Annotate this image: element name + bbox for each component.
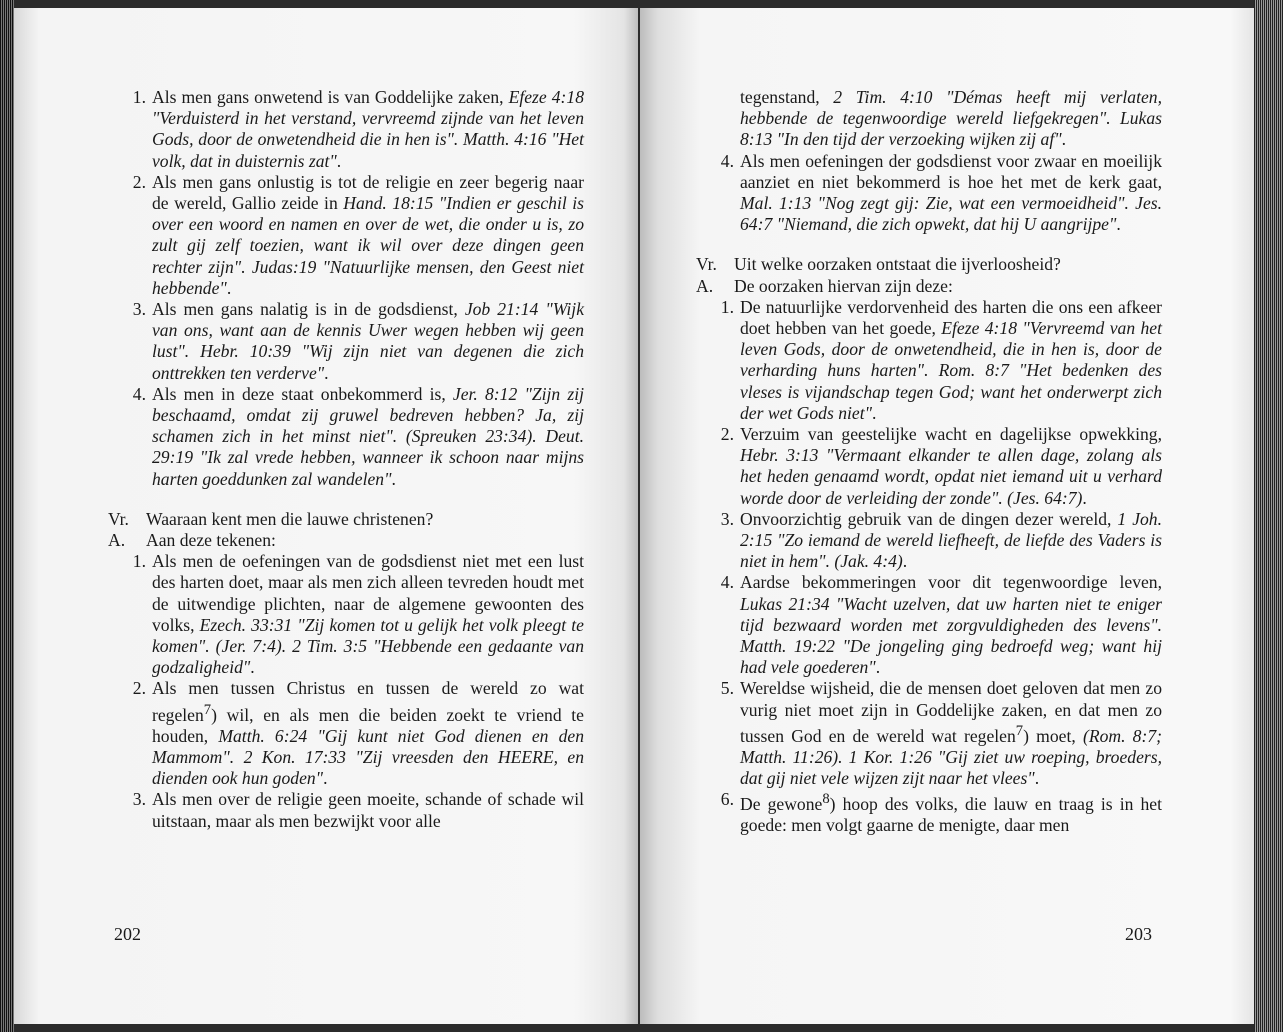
left-answer [108,530,584,551]
left-question [108,509,584,530]
item-number: 3. [132,299,146,320]
item-text: Verzuim van geestelijke wacht en dagelijkse opwekking, Hebr. 3:13 "Vermaant elkander te allen dage, zolang als het heden genaamd wordt, opdat niet iemand uit u verhard worde door de verleiding der zonde". (Jes. 64:7). [740,424,1162,508]
right-question [696,254,1162,275]
page-edges-left [0,0,14,1032]
item-number: 3. [132,789,146,810]
list-item [696,678,1162,789]
item-text: Als men gans onwetend is van Goddelijke zaken, Efeze 4:18 "Verduisterd in het verstand, vervreemd zijnde van het leven Gods, door de onwetendheid die in hen is". Matth. 4:16 "Het volk, dat in duisternis zat". [152,87,584,171]
item-number: 4. [132,383,146,404]
question-text: Uit welke oorzaken ontstaat die ijverloosheid? [734,254,1061,275]
question-label: Vr. [696,254,717,275]
item-text: Als men tussen Christus en tussen de wereld zo wat regelen$^7$) wil, en als men die beiden zoekt te vriend te houden, Matth. 6:24 "Gij kunt niet God dienen en den Mammom". 2 Kon. 17:33 "Zij vreesden den HEERE, en dienden ook hun goden". [152,678,585,789]
page-number-right: 203 [1125,924,1152,944]
item-text: De natuurlijke verdorvenheid des harten die ons een afkeer doet hebben van het goede, Efeze 4:18 "Vervreemd van het leven Gods, door de onwetendheid, die in hen is, door de verharding huns harten". Rom. 8:7 "Het bedenken des vleses is vijandschap tegen God; want het onderwerpt zich der wet Gods niet". [740,296,1162,423]
item-text: Als men gans nalatig is in de godsdienst, Job 21:14 "Wijk van ons, want aan de kennis Uwer wegen hebben wij geen lust". Hebr. 10:39 "Wij zijn niet van degenen die zich onttrekken ten verderve". [152,299,585,383]
list-item [696,424,1162,509]
item-number: 2. [720,424,734,445]
list-item [108,789,584,831]
item-number: 2. [132,171,146,192]
list-item [696,572,1162,678]
right-list-b [696,297,1162,837]
answer-label: A. [696,275,714,296]
question-text: Waaraan kent men die lauwe christenen? [146,508,434,529]
item-text: Als men over de religie geen moeite, schande of schade wil uitstaan, maar als men bezwijkt voor alle [152,789,584,831]
item-number: 3. [720,508,734,529]
item-text: Als men oefeningen der godsdienst voor zwaar en moeilijk aanziet en niet bekommerd is hoe het met de kerk gaat, Mal. 1:13 "Nog zegt gij: Zie, wat een vermoeidheid". Jes. 64:7 "Niemand, die zich opwekt, dat hij U aangrijpe". [740,150,1162,235]
left-list-a [108,87,584,490]
question-label: Vr. [108,508,129,529]
right-page-text [696,87,1162,837]
item-text: Aardse bekommeringen voor dit tegenwoordige leven, Lukas 21:34 "Wacht uzelven, dat uw harten niet te eniger tijd bezwaard worden met zorgvuldigheden des levens". Matth. 19:22 "De jongeling ging bedroefd weg; want hij had vele goederen". [740,572,1162,678]
page-edges-right [1254,0,1283,1032]
list-item [696,87,1162,151]
list-item [108,299,584,384]
page-number-left: 202 [114,924,141,944]
item-text: tegenstand, 2 Tim. 4:10 "Démas heeft mij verlaten, hebbende de tegenwoordige wereld liefgekregen". Lukas 8:13 "In den tijd der verzoeking wijken zij af". [740,87,1162,150]
list-item [108,384,584,490]
item-number: 2. [132,678,146,699]
right-answer [696,276,1162,297]
left-page-text [108,87,584,832]
item-number: 4. [720,150,734,171]
list-item [108,87,584,172]
item-number: 6. [720,789,734,810]
item-number: 5. [720,678,734,699]
answer-label: A. [108,530,126,551]
item-number [696,87,740,151]
item-text: Onvoorzichtig gebruik van de dingen dezer wereld, 1 Joh. 2:15 "Zo iemand de wereld liefheeft, de liefde des Vaders is niet in hem". (Jak. 4:4). [740,508,1162,572]
item-number: 4. [720,572,734,593]
item-text: Als men in deze staat onbekommerd is, Jer. 8:12 "Zijn zij beschaamd, omdat zij gruwel bedreven hebben? Ja, zij schamen zich in het minst niet". (Spreuken 23:34). Deut. 29:19 "Ik zal vrede hebben, wanneer ik schoon naar mijns harten goeddunken zal wandelen". [152,383,584,489]
list-item [696,789,1162,836]
item-text: Als men de oefeningen van de godsdienst niet met een lust des harten doet, maar als men zich alleen tevreden houdt met de uitwendige plichten, naar de algemene gewoonten des volks, Ezech. 33:31 "Zij komen tot u gelijk het volk pleegt te komen". (Jer. 7:4). 2 Tim. 3:5 "Hebbende een gedaante van godzaligheid". [152,551,584,678]
answer-text: Aan deze tekenen: [146,530,276,551]
list-item [108,551,584,678]
right-list-a [696,87,1162,235]
right-page [640,8,1254,1024]
left-page [14,8,638,1024]
item-number: 1. [720,296,734,317]
item-text: De gewone$^8$) hoop des volks, die lauw en traag is in het goede: men volgt gaarne de menigte, daar men [740,791,1162,836]
item-number: 1. [132,87,146,107]
list-item [108,172,584,299]
item-text: Als men gans onlustig is tot de religie en zeer begerig naar de wereld, Gallio zeide in Hand. 18:15 "Indien er geschil is over een woord en namen en over de wet, die onder u is, zo zult gij zelf toezien, want ik wil over deze dingen geen rechter zijn". Judas:19 "Natuurlijke mensen, den Geest niet hebbende". [152,171,585,298]
answer-text: De oorzaken hiervan zijn deze: [734,275,953,296]
left-list-b [108,551,584,832]
list-item [696,297,1162,424]
list-item [696,151,1162,236]
list-item [108,678,584,789]
list-item [696,509,1162,573]
item-text: Wereldse wijsheid, die de mensen doet geloven dat men zo vurig niet moet zijn in Goddelijke zaken, en dat men zo tussen God en de wereld wat regelen$^7$) moet, (Rom. 8:7; Matth. 11:26). 1 Kor. 1:26 "Gij ziet uw roeping, broeders, dat gij niet vele wijzen zijt naar het vlees". [740,678,1162,789]
item-number: 1. [132,551,146,572]
